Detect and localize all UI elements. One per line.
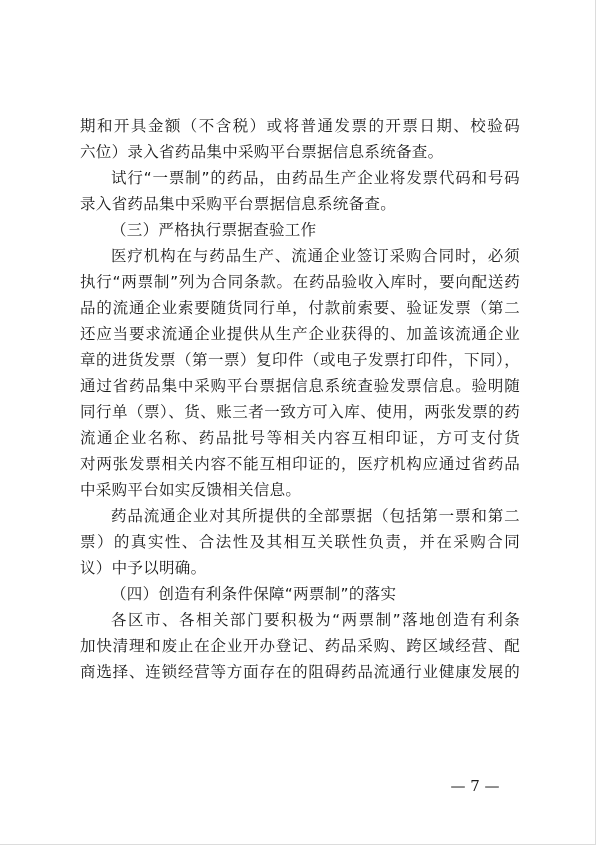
text-line: 对两张发票相关内容不能互相印证的，医疗机构应通过省药品 — [80, 455, 520, 473]
text-line: 票）的真实性、合法性及其相互关联性负责，并在采购合同 — [80, 533, 520, 551]
page-number: — 7 — — [450, 777, 500, 795]
paragraph-start-line: 各区市、各相关部门要积极为“两票制”落地创造有利条 — [111, 611, 520, 629]
paragraph-start-line: 药品流通企业对其所提供的全部票据（包括第一票和第二 — [111, 507, 520, 525]
text-line: 执行“两票制”列为合同条款。在药品验收入库时，要向配送药 — [80, 273, 520, 291]
text-line: 期和开具金额（不含税）或将普通发票的开票日期、校验码 — [80, 117, 520, 135]
text-line: 流通企业名称、药品批号等相关内容互相印证，方可支付货 — [80, 429, 520, 447]
text-line: 六位）录入省药品集中采购平台票据信息系统备查。 — [80, 143, 444, 161]
text-line: 品的流通企业索要随货同行单，付款前索要、验证发票（第二 — [80, 299, 520, 317]
text-line: 通过省药品集中采购平台票据信息系统查验发票信息。验明随 — [80, 377, 520, 395]
paragraph-start-line: 试行“一票制”的药品，由药品生产企业将发票代码和号码 — [111, 169, 520, 187]
text-line: 中采购平台如实反馈相关信息。 — [80, 481, 302, 499]
document-body — [80, 113, 520, 685]
section-heading-3: （三）严格执行票据查验工作 — [111, 221, 317, 239]
text-line: 同行单（票）、货、账三者一致方可入库、使用，两张发票的药 — [80, 403, 520, 421]
paragraph-start-line: 医疗机构在与药品生产、流通企业签订采购合同时，必须 — [111, 247, 520, 265]
text-line: 章的进货发票（第一票）复印件（或电子发票打印件，下同）， — [80, 351, 520, 369]
section-heading-4: （四）创造有利条件保障“两票制”的落实 — [111, 585, 397, 603]
text-line: 议）中予以明确。 — [80, 559, 207, 577]
text-line: 加快清理和废止在企业开办登记、药品采购、跨区域经营、配 — [80, 637, 520, 655]
text-line: 商选择、连锁经营等方面存在的阻碍药品流通行业健康发展的 — [80, 663, 520, 681]
text-line: 还应当要求流通企业提供从生产企业获得的、加盖该流通企业 — [80, 325, 520, 343]
text-line: 录入省药品集中采购平台票据信息系统备查。 — [80, 195, 397, 213]
